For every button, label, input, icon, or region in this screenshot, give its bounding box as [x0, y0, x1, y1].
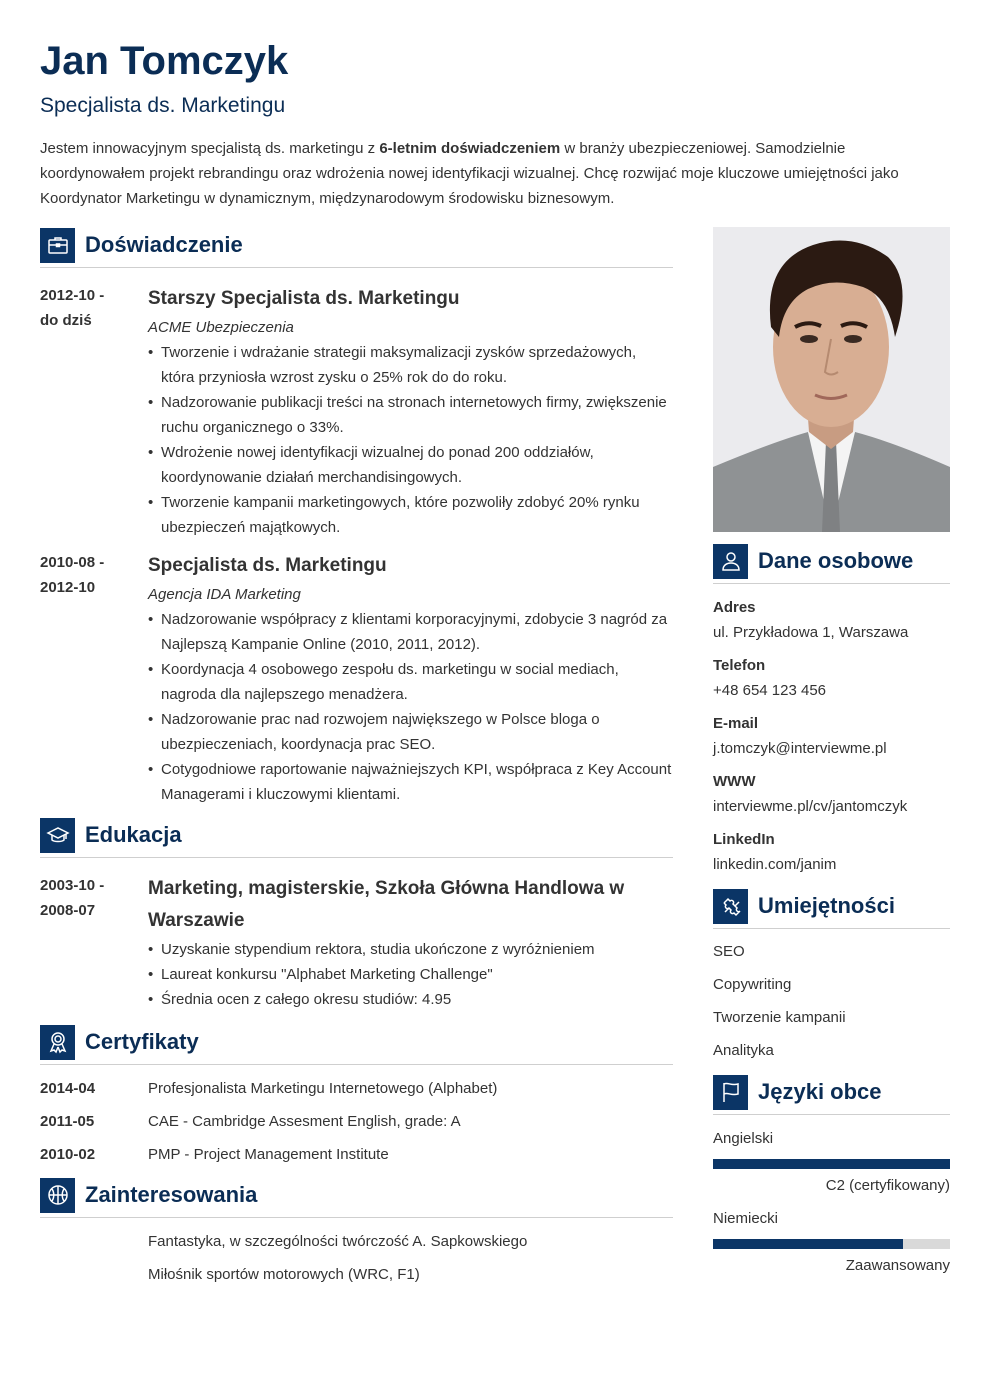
field-label: E-mail — [713, 715, 759, 732]
skill-item: Copywriting — [713, 976, 792, 993]
summary-text-2: w branży ubezpieczeniowej. Samodzielnie koordynowałem projekt rebrandingu oraz wdrożenia nowej identyfikacji wizualnej. Chcę rozwijać moje kluczowe umiejętności jako Koordynator Marketingu w dynamicznym, międzynarodowym środowisku biznesowym. — [40, 140, 899, 207]
skill-item: SEO — [713, 943, 745, 960]
certificate-name: Profesjonalista Marketingu Internetowego (Alphabet) — [148, 1080, 498, 1097]
list-item: • Koordynacja 4 osobowego zespołu ds. marketingu w social mediach, nagroda dla najlepszego menadżera. — [148, 657, 673, 707]
award-ribbon-icon — [40, 1025, 75, 1060]
spacer — [40, 1262, 148, 1287]
list-item: • Wdrożenie nowej identyfikacji wizualnej do ponad 200 oddziałów, koordynowanie działań merchandisingowych. — [148, 440, 673, 490]
list-item: • Tworzenie i wdrażanie strategii maksymalizacji zysków sprzedażowych, która przyniosła wzrost zysku o 25% rok do do roku. — [148, 340, 673, 390]
experience-entry — [40, 550, 673, 807]
education-title: Edukacja — [85, 822, 182, 847]
list-item: • Tworzenie kampanii marketingowych, które pozwoliły zdobyć 20% rynku ubezpieczeń majątkowych. — [148, 490, 673, 540]
entry-body — [148, 873, 673, 1012]
languages-section — [713, 1074, 950, 1278]
basketball-icon — [40, 1178, 75, 1213]
date-from: 2010-08 - — [40, 554, 105, 571]
languages-heading — [713, 1074, 950, 1115]
interests-heading — [40, 1177, 673, 1218]
company-name: ACME Ubezpieczenia — [148, 319, 294, 336]
personal-heading — [713, 543, 950, 584]
education-entry — [40, 873, 673, 1012]
field-label: WWW — [713, 773, 756, 790]
skills-section — [713, 888, 950, 1063]
bullet-list — [148, 607, 673, 807]
certificate-row — [40, 1076, 673, 1101]
candidate-role: Specjalista ds. Marketingu — [40, 94, 286, 117]
list-item: • Laureat konkursu "Alphabet Marketing Challenge" — [148, 962, 673, 987]
bullet-list — [148, 340, 673, 540]
interests-section — [40, 1177, 673, 1287]
spacer — [40, 1229, 148, 1254]
language-level-bar — [713, 1159, 950, 1169]
list-item: • Cotygodniowe raportowanie najważniejszych KPI, współpraca z Key Account Managerami i kluczowymi klientami. — [148, 757, 673, 807]
certificates-section — [40, 1024, 673, 1167]
interest-item: Fantastyka, w szczególności twórczość A. Sapkowskiego — [148, 1233, 528, 1250]
date-from: 2003-10 - — [40, 877, 105, 894]
experience-section — [40, 227, 673, 807]
skill-item: Tworzenie kampanii — [713, 1009, 846, 1026]
certificate-name: CAE - Cambridge Assesment English, grade: A — [148, 1113, 461, 1130]
field-label: LinkedIn — [713, 831, 775, 848]
website-value[interactable]: interviewme.pl/cv/jantomczyk — [713, 798, 908, 815]
certificate-date: 2010-02 — [40, 1146, 96, 1163]
job-title: Specjalista ds. Marketingu — [148, 555, 387, 576]
language-name: Niemiecki — [713, 1210, 779, 1227]
email-value[interactable]: j.tomczyk@interviewme.pl — [713, 740, 887, 757]
certificate-date: 2011-05 — [40, 1113, 95, 1130]
entry-date — [40, 283, 148, 540]
linkedin-value[interactable]: linkedin.com/janim — [713, 856, 837, 873]
interest-row — [40, 1262, 673, 1287]
list-item: • Średnia ocen z całego okresu studiów: 4.95 — [148, 987, 673, 1012]
language-level-bar — [713, 1239, 950, 1249]
personal-title: Dane osobowe — [758, 548, 914, 573]
experience-heading — [40, 227, 673, 268]
skill-item: Analityka — [713, 1042, 774, 1059]
company-name: Agencja IDA Marketing — [148, 586, 301, 603]
list-item: • Nadzorowanie prac nad rozwojem największego w Polsce bloga o ubezpieczeniach, koordynacja prac SEO. — [148, 707, 673, 757]
language-level: C2 (certyfikowany) — [825, 1177, 950, 1194]
degree-title: Marketing, magisterskie, Szkoła Główna Handlowa w Warszawie — [148, 878, 625, 931]
entry-body — [148, 283, 673, 540]
certificates-heading — [40, 1024, 673, 1065]
certificate-row — [40, 1142, 673, 1167]
resume-header — [40, 38, 950, 211]
language-level-fill — [713, 1159, 950, 1169]
field-label: Telefon — [713, 657, 766, 674]
date-to: do dziś — [40, 312, 92, 329]
language-level-fill — [713, 1239, 903, 1249]
address-value: ul. Przykładowa 1, Warszawa — [713, 624, 909, 641]
entry-body — [148, 550, 673, 807]
main-column — [40, 227, 673, 1287]
interest-row — [40, 1229, 673, 1254]
phone-value: +48 654 123 456 — [713, 682, 827, 699]
puzzle-icon — [713, 889, 748, 924]
summary-text-1: Jestem innowacyjnym specjalistą ds. marketingu z — [40, 140, 380, 157]
job-title: Starszy Specjalista ds. Marketingu — [148, 288, 460, 309]
summary — [40, 136, 950, 211]
sidebar-column — [713, 227, 950, 1278]
certificate-date: 2014-04 — [40, 1080, 96, 1097]
experience-entry — [40, 283, 673, 540]
candidate-name: Jan Tomczyk — [40, 39, 289, 83]
skills-heading — [713, 888, 950, 929]
skills-title: Umiejętności — [758, 893, 895, 918]
certificate-row — [40, 1109, 673, 1134]
graduation-cap-icon — [40, 818, 75, 853]
certificate-name: PMP - Project Management Institute — [148, 1146, 389, 1163]
briefcase-icon — [40, 228, 75, 263]
summary-highlight: 6-letnim doświadczeniem — [379, 140, 561, 157]
language-name: Angielski — [713, 1130, 774, 1147]
date-to: 2012-10 — [40, 579, 96, 596]
education-section — [40, 817, 673, 1012]
profile-photo — [713, 227, 950, 532]
bullet-list — [148, 937, 673, 1012]
date-to: 2008-07 — [40, 902, 96, 919]
list-item: • Nadzorowanie współpracy z klientami korporacyjnymi, zdobycie 3 nagród za Najlepszą Kampanie Online (2010, 2011, 2012). — [148, 607, 673, 657]
entry-date — [40, 873, 148, 1012]
person-icon — [713, 544, 748, 579]
personal-section — [713, 543, 950, 877]
interests-title: Zainteresowania — [85, 1182, 258, 1207]
field-label: Adres — [713, 599, 756, 616]
education-heading — [40, 817, 673, 858]
interest-item: Miłośnik sportów motorowych (WRC, F1) — [148, 1266, 420, 1283]
flag-icon — [713, 1075, 748, 1110]
experience-title: Doświadczenie — [85, 232, 243, 257]
language-level: Zaawansowany — [845, 1257, 950, 1274]
entry-date — [40, 550, 148, 807]
list-item: • Nadzorowanie publikacji treści na stronach internetowych firmy, zwiększenie ruchu organicznego o 33%. — [148, 390, 673, 440]
list-item: • Uzyskanie stypendium rektora, studia ukończone z wyróżnieniem — [148, 937, 673, 962]
date-from: 2012-10 - — [40, 287, 105, 304]
languages-title: Języki obce — [758, 1079, 882, 1104]
certificates-title: Certyfikaty — [85, 1029, 199, 1054]
